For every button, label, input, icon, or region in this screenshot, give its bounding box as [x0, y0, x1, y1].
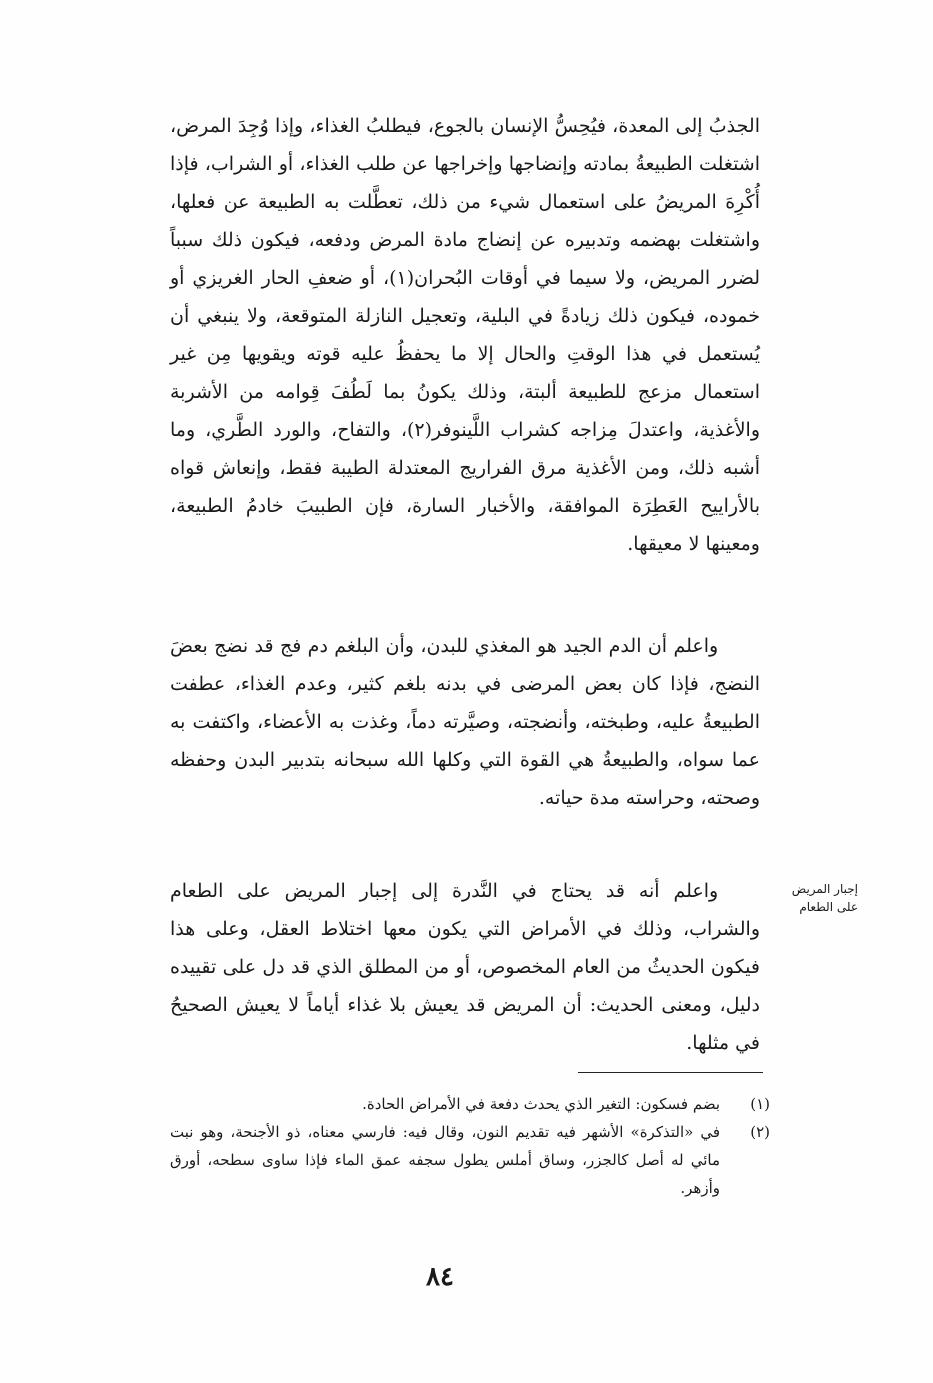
paragraph-text: واعلم أن الدم الجيد هو المغذي للبدن، وأن البلغم دم فج قد نضج بعضَ النضج، فإذا كان بعض المرضى في بدنه بلغم كثير، وعدم الغذاء، عطفت الطبيعةُ عليه، وطبخته، وأنضجته، وصيَّرته دماً، وغذت به الأعضاء، واكتفت به عما سواه، والطبيعةُ هي القوة التي وكلها الله سبحانه بتدبير البدن وحفظه وصحته، وحراسته مدة حياته. [170, 635, 760, 809]
footnote-divider [578, 1072, 763, 1073]
footnote-1 [170, 1090, 770, 1118]
margin-heading: إجبار المريض على الطعام [791, 882, 858, 914]
paragraph-text: الجذبُ إلى المعدة، فيُحِسُّ الإنسان بالجوع، فيطلبُ الغذاء، وإذا وُجِدَ المرض، اشتغلت الطبيعةُ بمادته وإنضاجها وإخراجها عن طلب الغذاء، أو الشراب، فإذا أُكْرِهَ المريضُ على استعمال شيء من ذلك، تعطَّلت به الطبيعة عن فعلها، واشتغلت بهضمه وتدبيره عن إنضاج مادة المرض ودفعه، فيكون ذلك سبباً لضرر المريض، ولا سيما في أوقات البُحران(١)، أو ضعفِ الحار الغريزي أو خموده، فيكون ذلك زيادةً في البلية، وتعجيل النازلة المتوقعة، ولا ينبغي أن يُستعمل في هذا الوقتِ والحال إلا ما يحفظُ عليه قوته ويقويها مِن غير استعمال مزعج للطبيعة ألبتة، وذلك يكونُ بما لَطُفَ قِوامه من الأشربة والأغذية، واعتدلَ مِزاجه كشراب اللَّينوفر(٢)، والتفاح، والورد الطَّري، وما أشبه ذلك، ومن الأغذية مرق الفراريج المعتدلة الطيبة فقط، وإنعاش قواه بالأراييح العَطِرَة الموافقة، والأخبار السارة، فإن الطبيبَ خادمُ الطبيعة، ومعينها لا معيقها. [170, 115, 760, 555]
footnote-text: في «التذكرة» الأشهر فيه تقديم النون، وقال فيه: فارسي معناه، ذو الأجنحة، وهو نبت مائي له أصل كالجزر، وساق أملس يطول سجفه عمق الماء فإذا ساوى سطحه، أورق وأزهر. [170, 1123, 720, 1197]
footnote-number: (١) [750, 1095, 770, 1113]
main-paragraph-1 [170, 107, 760, 563]
footnote-2 [170, 1118, 770, 1202]
paragraph-text: واعلم أنه قد يحتاج في النَّدرة إلى إجبار المريض على الطعام والشراب، وذلك في الأمراض التي يكون معها اختلاط العقل، وعلى هذا فيكون الحديثُ من العام المخصوص، أو من المطلق الذي قد دل على تقييده دليل، ومعنى الحديث: أن المريض قد يعيش بلا غذاء أياماً لا يعيش الصحيحُ في مثلها. [170, 880, 760, 1054]
footnote-text: بضم فسكون: التغير الذي يحدث دفعة في الأمراض الحادة. [362, 1095, 720, 1113]
footnotes [170, 1090, 770, 1202]
main-paragraph-2 [170, 627, 760, 817]
footnote-number: (٢) [750, 1123, 770, 1141]
page-number: ٨٤ [426, 1262, 454, 1292]
main-paragraph-3 [170, 872, 760, 1062]
